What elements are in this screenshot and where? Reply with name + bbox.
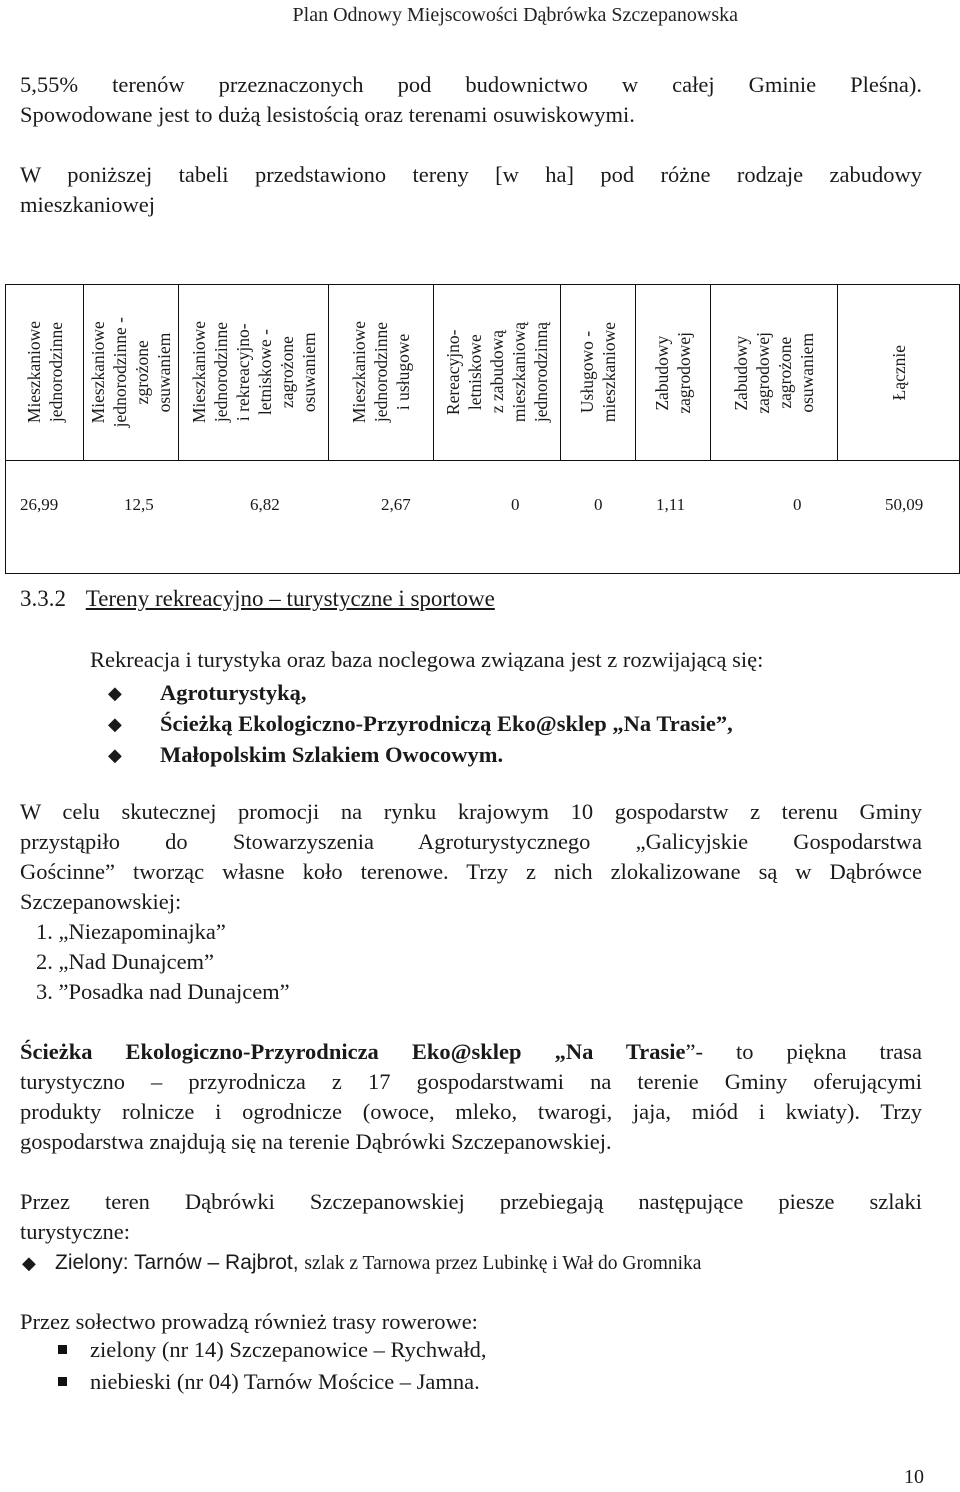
table-cell: 0 <box>594 495 603 514</box>
list-item: Małopolskim Szlakiem Owocowym. <box>160 742 504 767</box>
table-cell: 6,82 <box>250 495 280 514</box>
list-item: Agroturystyką, <box>160 680 307 705</box>
para5-line2: turystyczne: <box>20 1219 130 1244</box>
para2-line2: mieszkaniowej <box>20 192 155 217</box>
farm-item: 1. „Niezapominajka” <box>36 919 226 944</box>
para6: Przez sołectwo prowadzą również trasy rowerowe: <box>20 1309 478 1334</box>
para3-line1: W celu skutecznej promocji na rynku krajowym 10 gospodarstw z terenu Gminy <box>20 799 922 824</box>
section-number: 3.3.2 <box>20 586 66 611</box>
page-number: 10 <box>904 1466 924 1488</box>
table-header-cell: Zabudowy zagrodowej <box>636 285 711 461</box>
trail-item: Zielony: Tarnów – Rajbrot, szlak z Tarnowa przez Lubinkę i Wał do Gromnika <box>55 1251 702 1274</box>
diamond-bullet-icon: ◆ <box>22 1253 36 1273</box>
table-header-cell: Mieszkaniowe jednorodzinne i rekreacyjno- letniskowe - zagrożone osuwaniem <box>179 285 329 461</box>
table-cell: 0 <box>793 495 802 514</box>
bike-route-item: niebieski (nr 04) Tarnów Mościce – Jamna. <box>90 1369 480 1394</box>
table-cell: 12,5 <box>124 495 154 514</box>
square-bullet-icon <box>58 1345 67 1354</box>
table-header-cell: Mieszkaniowe jednorodzinne <box>6 285 84 461</box>
diamond-bullet-icon: ◆ <box>108 714 122 734</box>
diamond-bullet-icon: ◆ <box>108 683 122 703</box>
section-title: Tereny rekreacyjno – turystyczne i sportowe <box>85 586 495 611</box>
para3-line4: Szczepanowskiej: <box>20 889 182 914</box>
para4-line4: gospodarstwa znajdują się na terenie Dąbrówki Szczepanowskiej. <box>20 1129 612 1154</box>
table-header-cell: Mieszkaniowe jednorodzinne i usługowe <box>329 285 434 461</box>
diamond-bullet-icon: ◆ <box>108 745 122 765</box>
table-header-cell: Zabudowy zagrodowej zagrożone osuwaniem <box>711 285 838 461</box>
table-cell: 0 <box>511 495 520 514</box>
list-item: Ścieżką Ekologiczno-Przyrodniczą Eko@sklep „Na Trasie”, <box>160 711 733 736</box>
table-header-cell: Mieszkaniowe jednorodzinne - zgrożone osuwaniem <box>84 285 179 461</box>
table-header-cell: Rereacyjno- letniskowe z zabudową mieszkaniową jednorodzinną <box>434 285 561 461</box>
intro-text: Rekreacja i turystyka oraz baza noclegowa związana jest z rozwijającą się: <box>90 647 764 672</box>
para4-line2: turystyczno – przyrodnicza z 17 gospodarstwami na terenie Gminy oferującymi <box>20 1069 922 1094</box>
para1-line1: 5,55% terenów przeznaczonych pod budownictwo w całej Gminie Pleśna). <box>20 72 922 97</box>
para4-line1: Ścieżka Ekologiczno-Przyrodnicza Eko@sklep „Na Trasie”- to piękna trasa <box>20 1039 922 1064</box>
section-heading <box>20 584 495 614</box>
square-bullet-icon <box>58 1377 67 1386</box>
para4-line3: produkty rolnicze i ogrodnicze (owoce, mleko, twarogi, jaja, miód i kwiaty). Trzy <box>20 1099 922 1124</box>
para3-line2: przystąpiło do Stowarzyszenia Agroturystycznego „Galicyjskie Gospodarstwa <box>20 829 922 854</box>
table-header-cell: Łącznie <box>838 285 960 461</box>
page-header: Plan Odnowy Miejscowości Dąbrówka Szczepanowska <box>292 4 738 26</box>
table-cell: 50,09 <box>885 495 924 514</box>
table-cell: 2,67 <box>381 495 411 514</box>
farm-item: 3. ”Posadka nad Dunajcem” <box>36 979 290 1004</box>
housing-table <box>5 284 960 574</box>
table-cell: 26,99 <box>20 495 59 514</box>
table-header-cell: Usługowo - mieszkaniowe <box>561 285 636 461</box>
para5-line1: Przez teren Dąbrówki Szczepanowskiej przebiegają następujące piesze szlaki <box>20 1189 922 1214</box>
farm-item: 2. „Nad Dunajcem” <box>36 949 215 974</box>
para3-line3: Gościnne” tworząc własne koło terenowe. Trzy z nich zlokalizowane są w Dąbrówce <box>20 859 922 884</box>
para1-line2: Spowodowane jest to dużą lesistością oraz terenami osuwiskowymi. <box>20 102 635 127</box>
bike-route-item: zielony (nr 14) Szczepanowice – Rychwałd, <box>90 1337 487 1362</box>
table-cell: 1,11 <box>656 495 686 514</box>
para2-line1: W poniższej tabeli przedstawiono tereny [w ha] pod różne rodzaje zabudowy <box>20 162 922 187</box>
